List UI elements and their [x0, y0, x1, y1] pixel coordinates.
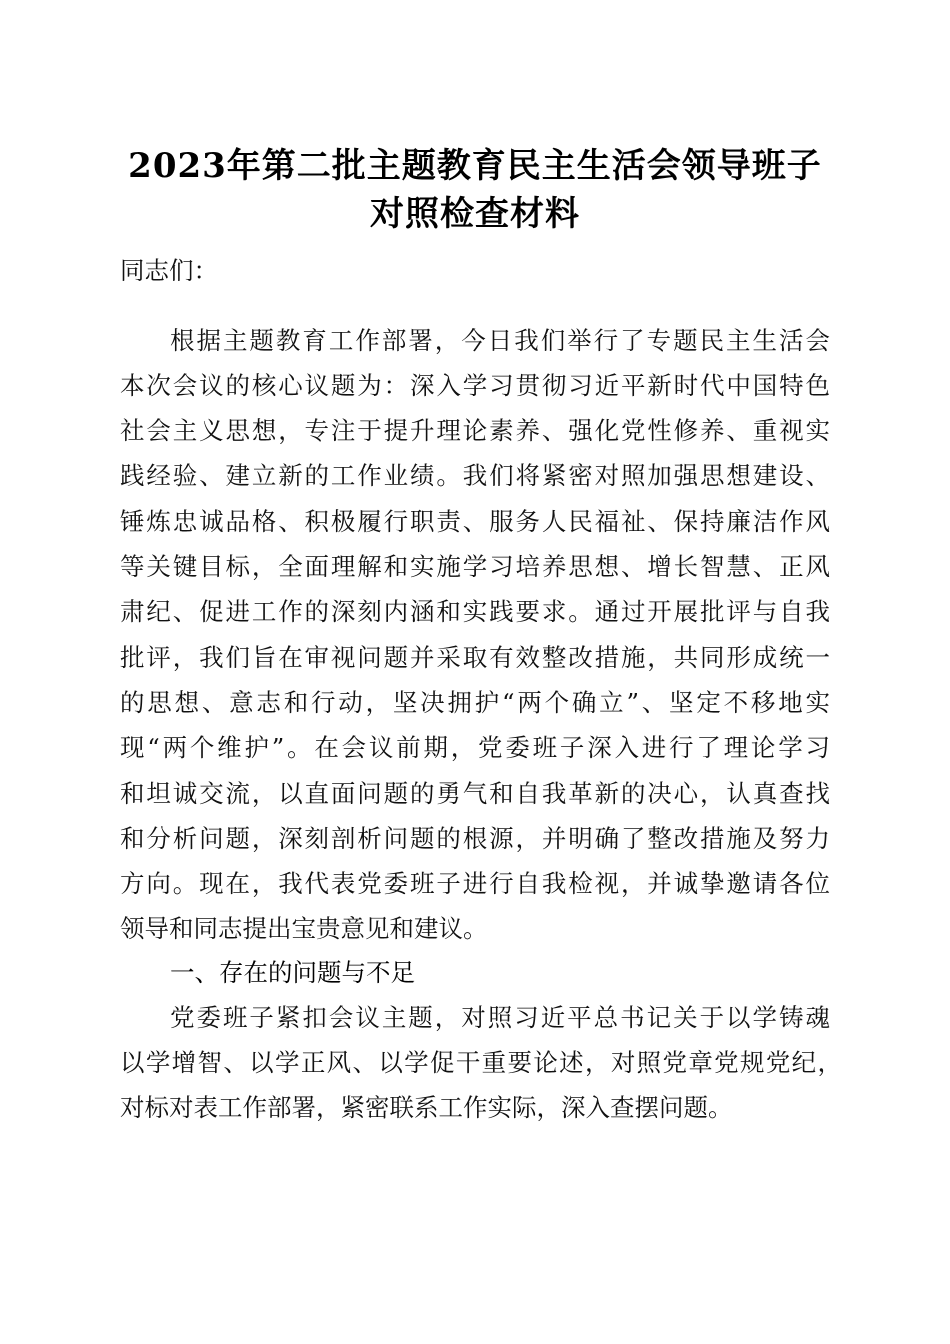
paragraph-line: 根据主题教育工作部署，今日我们举行了专题民主生活会	[170, 326, 830, 355]
paragraph-line: 现“两个维护”。在会议前期，党委班子深入进行了理论学习	[120, 733, 830, 762]
paragraph-line: 对标对表工作部署，紧密联系工作实际，深入查摆问题。	[120, 1093, 733, 1122]
section-heading: 一、存在的问题与不足	[170, 958, 415, 987]
paragraph-line: 锤炼忠诚品格、积极履行职责、服务人民福祉、保持廉洁作风	[120, 507, 830, 536]
paragraph-line: 以学增智、以学正风、以学促干重要论述，对照党章党规党纪，	[120, 1048, 842, 1077]
paragraph-line: 党委班子紧扣会议主题，对照习近平总书记关于以学铸魂	[170, 1003, 830, 1032]
document-title-line-2: 对照检查材料	[370, 194, 580, 234]
paragraph-line: 批评，我们旨在审视问题并采取有效整改措施，共同形成统一	[120, 643, 830, 672]
paragraph-line: 践经验、建立新的工作业绩。我们将紧密对照加强思想建设、	[120, 461, 830, 490]
paragraph-line: 本次会议的核心议题为：深入学习贯彻习近平新时代中国特色	[120, 371, 830, 400]
paragraph-line: 等关键目标，全面理解和实施学习培养思想、增长智慧、正风	[120, 552, 830, 581]
salutation: 同志们：	[120, 256, 218, 285]
paragraph-line: 肃纪、促进工作的深刻内涵和实践要求。通过开展批评与自我	[120, 597, 830, 626]
paragraph-line: 领导和同志提出宝贵意见和建议。	[120, 914, 488, 943]
paragraph-line: 和分析问题，深刻剖析问题的根源，并明确了整改措施及努力	[120, 824, 830, 853]
document-title-line-1: 2023年第二批主题教育民主生活会领导班子	[128, 146, 822, 186]
paragraph-line: 社会主义思想，专注于提升理论素养、强化党性修养、重视实	[120, 416, 830, 445]
paragraph-line: 方向。现在，我代表党委班子进行自我检视，并诚挚邀请各位	[120, 869, 830, 898]
paragraph-line: 的思想、意志和行动，坚决拥护“两个确立”、坚定不移地实	[120, 688, 830, 717]
paragraph-line: 和坦诚交流，以直面问题的勇气和自我革新的决心，认真查找	[120, 779, 830, 808]
